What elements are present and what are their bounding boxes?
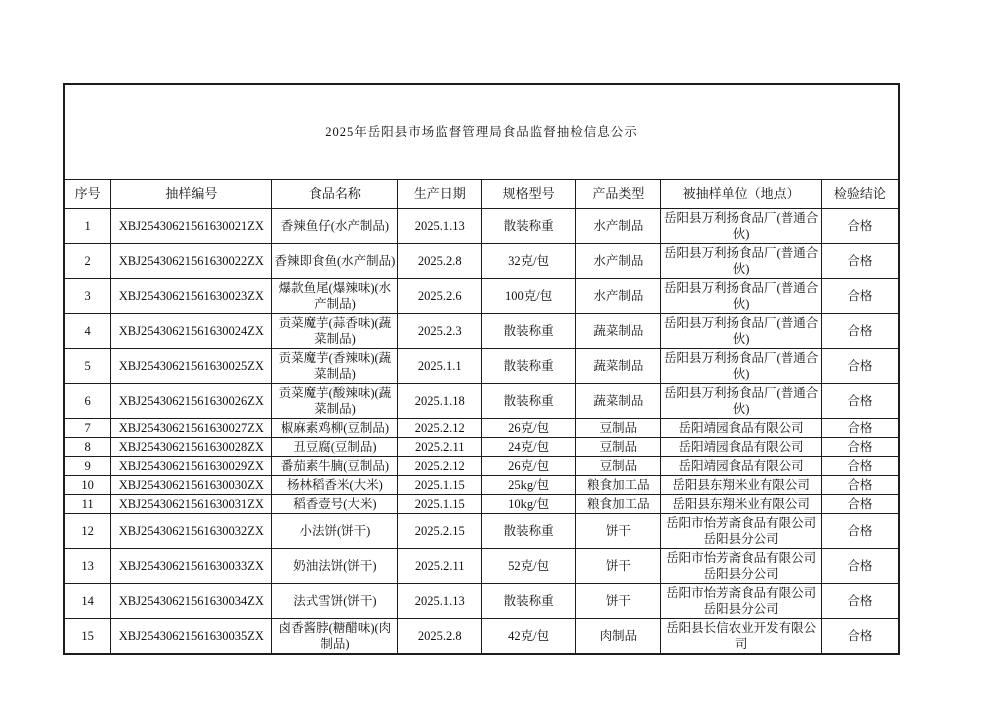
- cell-company: 岳阳市怡芳斋食品有限公司岳阳县分公司: [661, 584, 821, 619]
- cell-date: 2025.1.13: [398, 209, 482, 244]
- cell-name: 贡菜魔芋(香辣味)(蔬菜制品): [272, 349, 398, 384]
- cell-date: 2025.2.6: [398, 279, 482, 314]
- cell-company: 岳阳靖园食品有限公司: [661, 438, 821, 457]
- cell-code: XBJ25430621561630025ZX: [111, 349, 272, 384]
- cell-name: 稻香壹号(大米): [272, 495, 398, 514]
- cell-result: 合格: [821, 279, 899, 314]
- cell-result: 合格: [821, 476, 899, 495]
- cell-result: 合格: [821, 514, 899, 549]
- cell-spec: 10kg/包: [481, 495, 575, 514]
- cell-seq: 3: [64, 279, 111, 314]
- cell-result: 合格: [821, 438, 899, 457]
- cell-type: 饼干: [576, 584, 661, 619]
- cell-seq: 11: [64, 495, 111, 514]
- cell-code: XBJ25430621561630031ZX: [111, 495, 272, 514]
- cell-date: 2025.2.15: [398, 514, 482, 549]
- cell-code: XBJ25430621561630034ZX: [111, 584, 272, 619]
- cell-seq: 7: [64, 419, 111, 438]
- cell-name: 丑豆腐(豆制品): [272, 438, 398, 457]
- cell-date: 2025.1.13: [398, 584, 482, 619]
- cell-spec: 散装称重: [481, 209, 575, 244]
- cell-type: 粮食加工品: [576, 495, 661, 514]
- cell-result: 合格: [821, 349, 899, 384]
- cell-code: XBJ25430621561630033ZX: [111, 549, 272, 584]
- cell-company: 岳阳县万利扬食品厂(普通合伙): [661, 209, 821, 244]
- cell-type: 豆制品: [576, 438, 661, 457]
- cell-result: 合格: [821, 495, 899, 514]
- cell-result: 合格: [821, 619, 899, 655]
- cell-code: XBJ25430621561630035ZX: [111, 619, 272, 655]
- cell-spec: 100克/包: [481, 279, 575, 314]
- cell-company: 岳阳县东翔米业有限公司: [661, 476, 821, 495]
- cell-code: XBJ25430621561630023ZX: [111, 279, 272, 314]
- cell-date: 2025.1.15: [398, 495, 482, 514]
- table-row: [64, 384, 899, 419]
- cell-code: XBJ25430621561630030ZX: [111, 476, 272, 495]
- cell-code: XBJ25430621561630028ZX: [111, 438, 272, 457]
- cell-company: 岳阳县万利扬食品厂(普通合伙): [661, 244, 821, 279]
- cell-company: 岳阳市怡芳斋食品有限公司岳阳县分公司: [661, 514, 821, 549]
- cell-seq: 5: [64, 349, 111, 384]
- column-header-6: 产品类型: [576, 180, 661, 209]
- column-header-2: 抽样编号: [111, 180, 272, 209]
- table-row: [64, 438, 899, 457]
- cell-type: 豆制品: [576, 457, 661, 476]
- cell-code: XBJ25430621561630026ZX: [111, 384, 272, 419]
- table-row: [64, 495, 899, 514]
- cell-code: XBJ25430621561630027ZX: [111, 419, 272, 438]
- cell-date: 2025.2.3: [398, 314, 482, 349]
- cell-spec: 散装称重: [481, 349, 575, 384]
- table-row: [64, 584, 899, 619]
- cell-name: 椒麻素鸡柳(豆制品): [272, 419, 398, 438]
- cell-result: 合格: [821, 457, 899, 476]
- cell-company: 岳阳县万利扬食品厂(普通合伙): [661, 349, 821, 384]
- cell-seq: 12: [64, 514, 111, 549]
- table-row: [64, 209, 899, 244]
- table-row: [64, 476, 899, 495]
- cell-type: 蔬菜制品: [576, 349, 661, 384]
- cell-seq: 14: [64, 584, 111, 619]
- cell-name: 爆款鱼尾(爆辣味)(水产制品): [272, 279, 398, 314]
- cell-company: 岳阳县万利扬食品厂(普通合伙): [661, 279, 821, 314]
- column-header-5: 规格型号: [481, 180, 575, 209]
- cell-spec: 散装称重: [481, 584, 575, 619]
- table-row: [64, 349, 899, 384]
- cell-spec: 42克/包: [481, 619, 575, 655]
- cell-company: 岳阳县万利扬食品厂(普通合伙): [661, 314, 821, 349]
- cell-spec: 24克/包: [481, 438, 575, 457]
- cell-seq: 10: [64, 476, 111, 495]
- cell-type: 饼干: [576, 549, 661, 584]
- cell-seq: 13: [64, 549, 111, 584]
- cell-result: 合格: [821, 584, 899, 619]
- cell-date: 2025.1.18: [398, 384, 482, 419]
- document-title: 2025年岳阳县市场监督管理局食品监督抽检信息公示: [64, 84, 899, 180]
- cell-name: 香辣鱼仔(水产制品): [272, 209, 398, 244]
- cell-spec: 散装称重: [481, 384, 575, 419]
- cell-seq: 2: [64, 244, 111, 279]
- cell-spec: 散装称重: [481, 314, 575, 349]
- table-row: [64, 514, 899, 549]
- cell-type: 水产制品: [576, 279, 661, 314]
- table-row: [64, 419, 899, 438]
- column-header-4: 生产日期: [398, 180, 482, 209]
- table-row: [64, 244, 899, 279]
- cell-date: 2025.2.12: [398, 457, 482, 476]
- cell-type: 粮食加工品: [576, 476, 661, 495]
- cell-spec: 26克/包: [481, 457, 575, 476]
- cell-date: 2025.1.1: [398, 349, 482, 384]
- cell-code: XBJ25430621561630024ZX: [111, 314, 272, 349]
- cell-seq: 15: [64, 619, 111, 655]
- table-row: [64, 279, 899, 314]
- cell-date: 2025.2.11: [398, 549, 482, 584]
- column-header-1: 序号: [64, 180, 111, 209]
- table-row: [64, 457, 899, 476]
- cell-seq: 4: [64, 314, 111, 349]
- cell-spec: 26克/包: [481, 419, 575, 438]
- cell-company: 岳阳县长信农业开发有限公司: [661, 619, 821, 655]
- cell-spec: 32克/包: [481, 244, 575, 279]
- cell-spec: 52克/包: [481, 549, 575, 584]
- cell-code: XBJ25430621561630021ZX: [111, 209, 272, 244]
- cell-company: 岳阳市怡芳斋食品有限公司岳阳县分公司: [661, 549, 821, 584]
- cell-result: 合格: [821, 209, 899, 244]
- cell-type: 饼干: [576, 514, 661, 549]
- cell-date: 2025.2.8: [398, 619, 482, 655]
- cell-name: 卤香酱脖(糖醋味)(肉制品): [272, 619, 398, 655]
- cell-date: 2025.2.8: [398, 244, 482, 279]
- cell-type: 肉制品: [576, 619, 661, 655]
- cell-result: 合格: [821, 244, 899, 279]
- cell-name: 法式雪饼(饼干): [272, 584, 398, 619]
- inspection-table: [63, 83, 900, 655]
- cell-name: 小法饼(饼干): [272, 514, 398, 549]
- cell-date: 2025.2.12: [398, 419, 482, 438]
- cell-type: 蔬菜制品: [576, 384, 661, 419]
- table-header-row: [64, 180, 899, 209]
- cell-result: 合格: [821, 384, 899, 419]
- cell-result: 合格: [821, 314, 899, 349]
- cell-type: 水产制品: [576, 209, 661, 244]
- cell-name: 香辣即食鱼(水产制品): [272, 244, 398, 279]
- cell-code: XBJ25430621561630032ZX: [111, 514, 272, 549]
- title-row: [64, 84, 899, 180]
- cell-date: 2025.2.11: [398, 438, 482, 457]
- cell-name: 贡菜魔芋(酸辣味)(蔬菜制品): [272, 384, 398, 419]
- cell-name: 番茄素牛腩(豆制品): [272, 457, 398, 476]
- column-header-8: 检验结论: [821, 180, 899, 209]
- cell-seq: 9: [64, 457, 111, 476]
- table-body: [64, 209, 899, 655]
- cell-name: 奶油法饼(饼干): [272, 549, 398, 584]
- cell-type: 蔬菜制品: [576, 314, 661, 349]
- table-row: [64, 314, 899, 349]
- table-row: [64, 619, 899, 655]
- cell-type: 水产制品: [576, 244, 661, 279]
- cell-name: 杨林稻香米(大米): [272, 476, 398, 495]
- cell-result: 合格: [821, 419, 899, 438]
- cell-result: 合格: [821, 549, 899, 584]
- cell-type: 豆制品: [576, 419, 661, 438]
- cell-code: XBJ25430621561630029ZX: [111, 457, 272, 476]
- cell-company: 岳阳县东翔米业有限公司: [661, 495, 821, 514]
- cell-seq: 1: [64, 209, 111, 244]
- cell-company: 岳阳靖园食品有限公司: [661, 457, 821, 476]
- cell-company: 岳阳靖园食品有限公司: [661, 419, 821, 438]
- cell-spec: 散装称重: [481, 514, 575, 549]
- cell-date: 2025.1.15: [398, 476, 482, 495]
- cell-seq: 6: [64, 384, 111, 419]
- cell-spec: 25kg/包: [481, 476, 575, 495]
- table-row: [64, 549, 899, 584]
- cell-name: 贡菜魔芋(蒜香味)(蔬菜制品): [272, 314, 398, 349]
- column-header-3: 食品名称: [272, 180, 398, 209]
- cell-seq: 8: [64, 438, 111, 457]
- cell-code: XBJ25430621561630022ZX: [111, 244, 272, 279]
- column-header-7: 被抽样单位（地点）: [661, 180, 821, 209]
- cell-company: 岳阳县万利扬食品厂(普通合伙): [661, 384, 821, 419]
